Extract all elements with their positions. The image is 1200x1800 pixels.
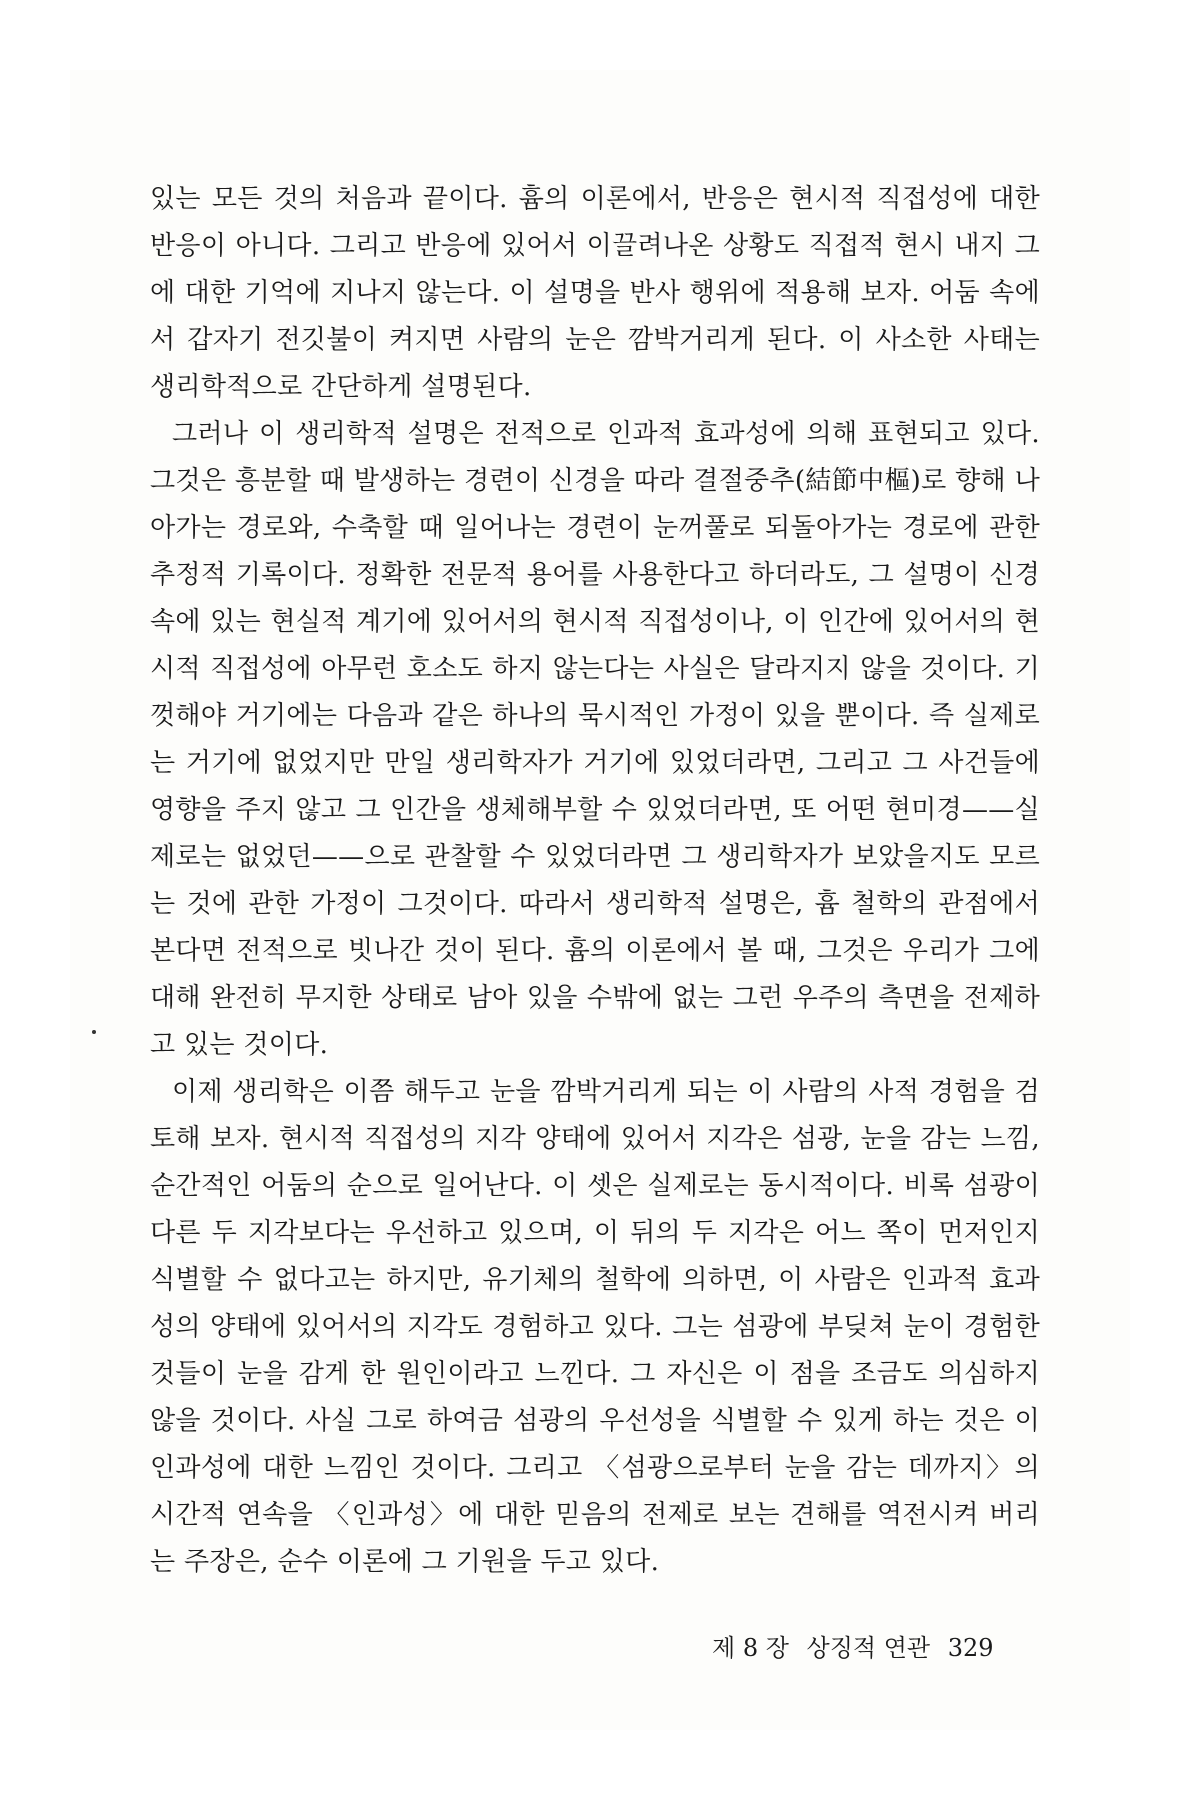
chapter-title: 상징적 연관 — [806, 1634, 931, 1662]
paragraph-1: 있는 모든 것의 처음과 끝이다. 흄의 이론에서, 반응은 현시적 직접성에 대한 반응이 아니다. 그리고 반응에 있어서 이끌려나온 상황도 직접적 현시 내지 그에 대한 기억에 지나지 않는다. 이 설명을 반사 행위에 적용해 보자. 어둠 속에서 갑자기 전깃불이 켜지면 사람의 눈은 깜박거리게 된다. 이 사소한 사태는 생리학적으로 간단하게 설명된다. — [150, 184, 1040, 402]
paragraph-3: 이제 생리학은 이쯤 해두고 눈을 깜박거리게 되는 이 사람의 사적 경험을 검토해 보자. 현시적 직접성의 지각 양태에 있어서 지각은 섬광, 눈을 감는 느낌, 순간적인 어둠의 순으로 일어난다. 이 셋은 실제로는 동시적이다. 비록 섬광이 다른 두 지각보다는 우선하고 있으며, 이 뒤의 두 지각은 어느 쪽이 먼저인지 식별할 수 없다고는 하지만, 유기체의 철학에 의하면, 이 사람은 인과적 효과성의 양태에 있어서의 지각도 경험하고 있다. 그는 섬광에 부딪쳐 눈이 경험한 것들이 눈을 감게 한 원인이라고 느낀다. 그 자신은 이 점을 조금도 의심하지 않을 것이다. 사실 그로 하여금 섬광의 우선성을 식별할 수 있게 하는 것은 이 인과성에 대한 느낌인 것이다. 그리고 〈섬광으로부터 눈을 감는 데까지〉의 시간적 연속을 〈인과성〉에 대한 믿음의 전제로 보는 견해를 역전시켜 버리는 주장은, 순수 이론에 그 기원을 두고 있다. — [150, 1077, 1040, 1577]
paragraph-2: 그러나 이 생리학적 설명은 전적으로 인과적 효과성에 의해 표현되고 있다. 그것은 흥분할 때 발생하는 경련이 신경을 따라 결절중추(結節中樞)로 향해 나아가는 경로와, 수축할 때 일어나는 경련이 눈꺼풀로 되돌아가는 경로에 관한 추정적 기록이다. 정확한 전문적 용어를 사용한다고 하더라도, 그 설명이 신경 속에 있는 현실적 계기에 있어서의 현시적 직접성이나, 이 인간에 있어서의 현시적 직접성에 아무런 호소도 하지 않는다는 사실은 달라지지 않을 것이다. 기껏해야 거기에는 다음과 같은 하나의 묵시적인 가정이 있을 뿐이다. 즉 실제로는 거기에 없었지만 만일 생리학자가 거기에 있었더라면, 그리고 그 사건들에 영향을 주지 않고 그 인간을 생체해부할 수 있었더라면, 또 어떤 현미경——실제로는 없었던——으로 관찰할 수 있었더라면 그 생리학자가 보았을지도 모르는 것에 관한 가정이 그것이다. 따라서 생리학적 설명은, 흄 철학의 관점에서 본다면 전적으로 빗나간 것이 된다. 흄의 이론에서 볼 때, 그것은 우리가 그에 대해 완전히 무지한 상태로 남아 있을 수밖에 없는 그런 우주의 측면을 전제하고 있는 것이다. — [150, 419, 1040, 1060]
margin-mark — [92, 1030, 96, 1034]
running-footer — [712, 1628, 1042, 1663]
chapter-label: 제 8 장 — [712, 1634, 789, 1662]
page-number: 329 — [947, 1634, 994, 1662]
body-text — [150, 176, 1040, 1586]
